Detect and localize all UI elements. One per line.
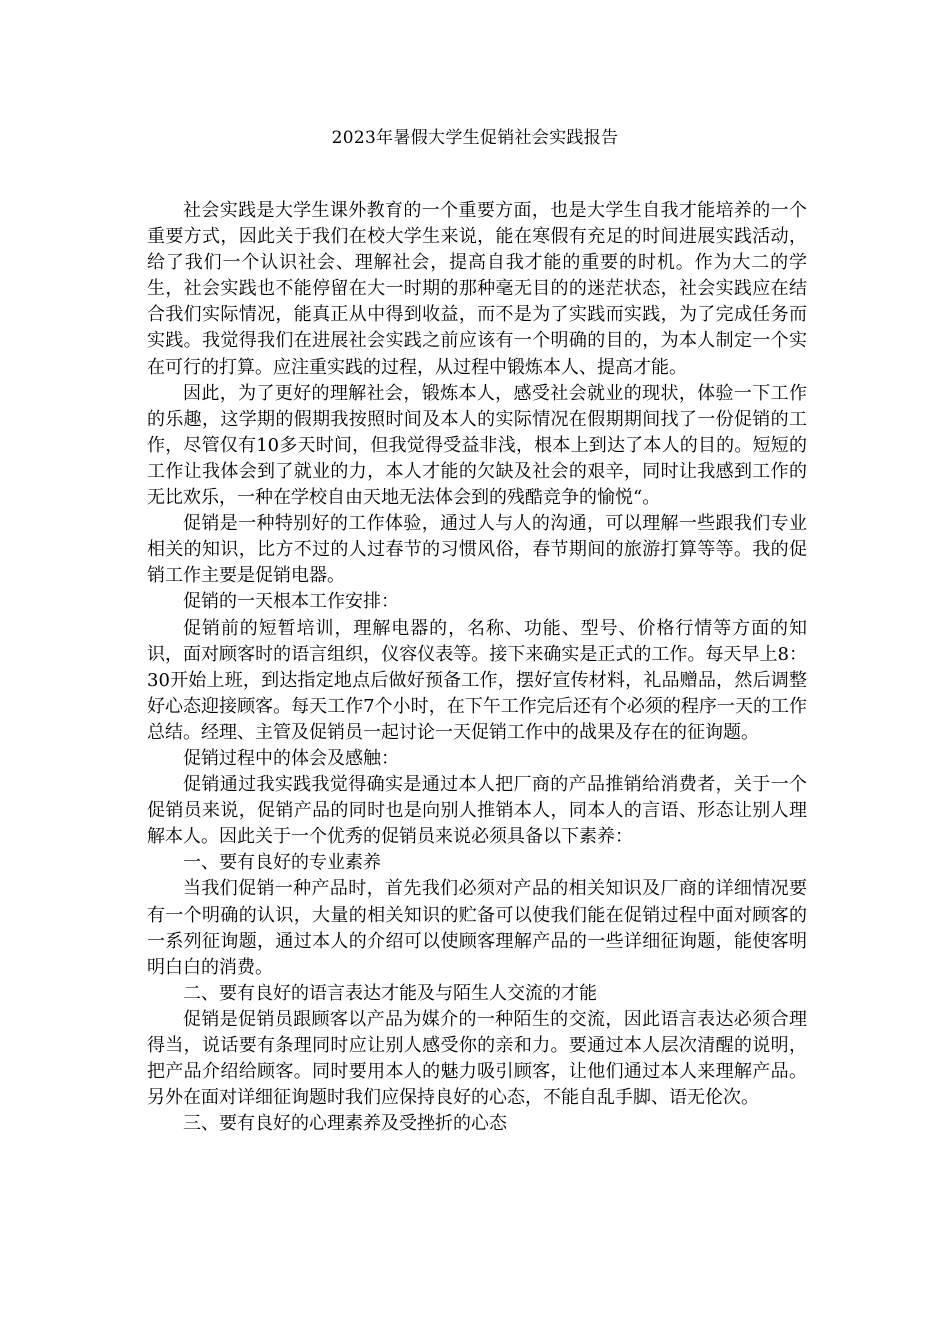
document-body	[147, 198, 807, 1137]
section-heading: 三、要有良好的心理素养及受挫折的心态	[183, 1113, 507, 1135]
paragraph: 因此，为了更好的理解社会，锻炼本人，感受社会就业的现状，体验一下工作的乐趣，这学期的假期我按照时间及本人的实际情况在假期期间找了一份促销的工作，尽管仅有10多天时间，但我觉得受益非浅，根本上到达了本人的目的。短短的工作让我体会到了就业的力，本人才能的欠缺及社会的艰辛，同时让我感到工作的无比欢乐，一种在学校自由天地无法体会到的残酷竞争的愉悦“。	[147, 382, 807, 509]
paragraph: 促销前的短暂培训，理解电器的，名称、功能、型号、价格行情等方面的知识，面对顾客时的语言组织，仪容仪表等。接下来确实是正式的工作。每天早上8：30开始上班，到达指定地点后做好预备工作，摆好宣传材料，礼品赠品，然后调整好心态迎接顾客。每天工作7个小时，在下午工作完后还有个必须的程序一天的工作总结。经理、主管及促销员一起讨论一天促销工作中的战果及存在的征询题。	[147, 617, 807, 743]
paragraph: 促销是一种特别好的工作体验，通过人与人的沟通，可以理解一些跟我们专业相关的知识，比方不过的人过春节的习惯风俗，春节期间的旅游打算等等。我的促销工作主要是促销电器。	[147, 513, 807, 587]
section-heading: 促销过程中的体会及感触：	[183, 747, 399, 769]
section-heading: 促销的一天根本工作安排：	[183, 591, 399, 613]
paragraph: 当我们促销一种产品时，首先我们必须对产品的相关知识及厂商的详细情况要有一个明确的认识，大量的相关知识的贮备可以使我们能在促销过程中面对顾客的一系列征询题，通过本人的介绍可以使顾客理解产品的一些详细征询题，能使客明明白白的消费。	[147, 878, 807, 978]
section-heading: 二、要有良好的语言表达才能及与陌生人交流的才能	[183, 982, 597, 1004]
paragraph: 促销是促销员跟顾客以产品为媒介的一种陌生的交流，因此语言表达必须合理得当，说话要有条理同时应让别人感受你的亲和力。要通过本人层次清醒的说明，把产品介绍给顾客。同时要用本人的魅力吸引顾客，让他们通过本人来理解产品。另外在面对详细征询题时我们应保持良好的心态，不能自乱手脚、语无伦次。	[147, 1008, 807, 1109]
document-title: 2023年暑假大学生促销社会实践报告	[331, 128, 619, 148]
section-heading: 一、要有良好的专业素养	[183, 852, 381, 874]
paragraph: 促销通过我实践我觉得确实是通过本人把厂商的产品推销给消费者，关于一个促销员来说，促销产品的同时也是向别人推销本人，同本人的言语、形态让别人理解本人。因此关于一个优秀的促销员来说必须具备以下素养：	[147, 774, 807, 848]
paragraph: 社会实践是大学生课外教育的一个重要方面，也是大学生自我才能培养的一个重要方式，因此关于我们在校大学生来说，能在寒假有充足的时间进展实践活动，给了我们一个认识社会、理解社会，提高自我才能的重要的时机。作为大二的学生，社会实践也不能停留在大一时期的那种毫无目的的迷茫状态，社会实践应在结合我们实际情况，能真正从中得到收益，而不是为了实践而实践，为了完成任务而实践。我觉得我们在进展社会实践之前应该有一个明确的目的，为本人制定一个实在可行的打算。应注重实践的过程，从过程中锻炼本人、提高才能。	[147, 200, 807, 378]
